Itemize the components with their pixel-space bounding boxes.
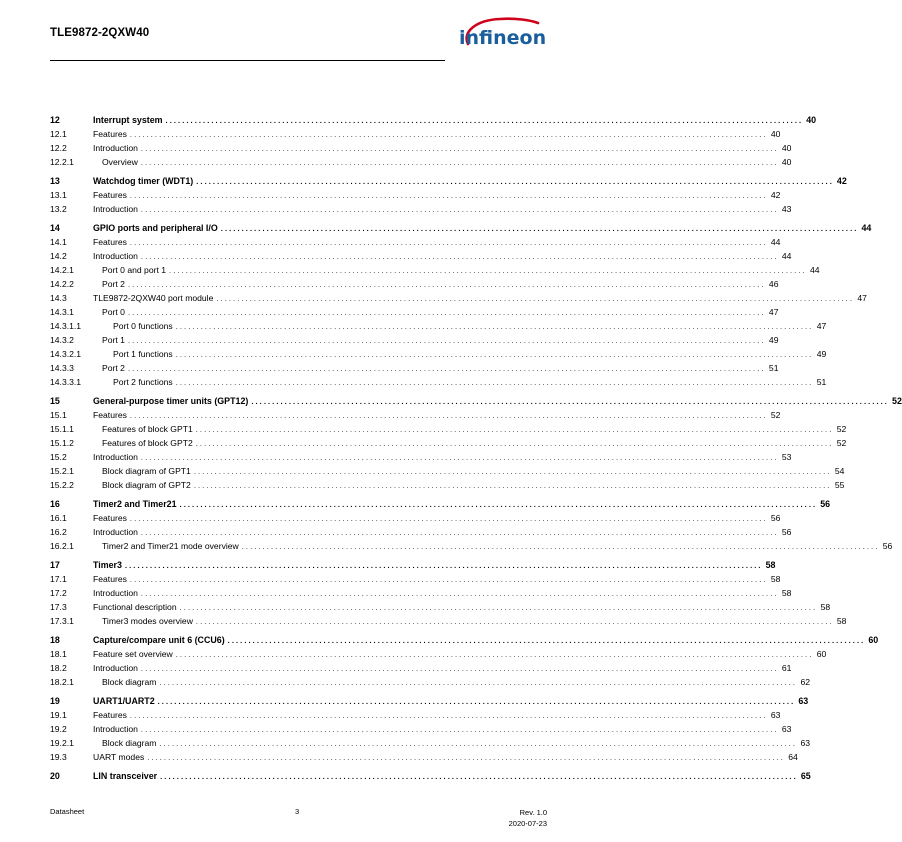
toc-entry-number: 13 — [50, 176, 60, 186]
toc-dot-leader — [141, 203, 777, 217]
toc-dot-leader — [216, 292, 852, 306]
toc-entry-page: 55 — [834, 480, 845, 490]
toc-entry[interactable] — [50, 633, 879, 647]
toc-entry[interactable] — [50, 539, 893, 553]
toc-entry-number: 16.1 — [50, 513, 67, 523]
toc-entry-title: Port 2 — [102, 279, 125, 289]
toc-entry-title: Timer3 modes overview — [102, 616, 193, 626]
toc-entry-body — [50, 525, 792, 540]
toc-entry-page: 60 — [816, 649, 827, 659]
toc-entry-title: Introduction — [93, 588, 138, 598]
toc-entry[interactable] — [50, 188, 781, 202]
toc-entry-title: Features — [93, 190, 127, 200]
toc-entry-body — [50, 202, 792, 217]
toc-entry[interactable] — [50, 305, 779, 319]
toc-entry-body — [50, 113, 817, 128]
toc-dot-leader — [194, 465, 830, 479]
toc-entry-title: Features — [93, 513, 127, 523]
toc-entry-body — [50, 375, 827, 390]
toc-entry-page: 58 — [770, 574, 781, 584]
toc-entry[interactable] — [50, 675, 810, 689]
footer-revision: Rev. 1.0 — [519, 808, 547, 817]
toc-dot-leader — [180, 601, 816, 615]
toc-dot-leader — [196, 615, 832, 629]
toc-entry[interactable] — [50, 319, 827, 333]
toc-entry-title: Introduction — [93, 143, 138, 153]
toc-entry-body — [50, 600, 831, 615]
logo-wordmark: infineon — [459, 27, 547, 49]
toc-entry-body — [50, 155, 792, 170]
toc-entry[interactable] — [50, 422, 847, 436]
toc-entry-page: 54 — [834, 466, 845, 476]
toc-entry-body — [50, 291, 867, 306]
toc-entry[interactable] — [50, 708, 781, 722]
toc-entry-body — [50, 558, 776, 573]
toc-entry-page: 42 — [770, 190, 781, 200]
toc-entry[interactable] — [50, 525, 792, 539]
toc-entry-title: Overview — [102, 157, 138, 167]
toc-entry-number: 15.2 — [50, 452, 67, 462]
toc-entry[interactable] — [50, 221, 872, 235]
toc-entry-title: GPIO ports and peripheral I/O — [93, 223, 218, 233]
toc-entry-body — [50, 586, 792, 601]
toc-dot-leader — [128, 278, 764, 292]
toc-entry[interactable] — [50, 235, 781, 249]
toc-entry-number: 19 — [50, 696, 60, 706]
toc-entry-number: 14.3.2.1 — [50, 349, 82, 359]
toc-entry-number: 14.3.3 — [50, 363, 74, 373]
toc-entry[interactable] — [50, 202, 792, 216]
toc-entry-title: Features of block GPT1 — [102, 424, 193, 434]
toc-entry-body — [50, 221, 872, 236]
toc-entry[interactable] — [50, 750, 798, 764]
toc-entry-title: LIN transceiver — [93, 771, 158, 781]
table-of-contents — [50, 113, 902, 783]
toc-entry-body — [50, 235, 781, 250]
toc-entry-title: Port 1 — [102, 335, 125, 345]
toc-entry-number: 14.3.1.1 — [50, 321, 82, 331]
header-rule — [50, 60, 445, 61]
toc-dot-leader — [130, 573, 766, 587]
toc-entry-number: 16.2.1 — [50, 541, 74, 551]
toc-entry-number: 15.2.2 — [50, 480, 74, 490]
toc-dot-leader — [141, 526, 777, 540]
toc-entry-page: 47 — [768, 307, 779, 317]
toc-entry-page: 63 — [770, 710, 781, 720]
toc-entry[interactable] — [50, 127, 781, 141]
toc-dot-leader — [176, 320, 812, 334]
toc-entry-body — [50, 539, 893, 554]
toc-entry-body — [50, 436, 847, 451]
toc-entry-number: 13.1 — [50, 190, 67, 200]
toc-entry[interactable] — [50, 408, 781, 422]
toc-entry-title: Port 0 and port 1 — [102, 265, 167, 275]
toc-entry-page: 49 — [816, 349, 827, 359]
toc-entry-title: Introduction — [93, 452, 138, 462]
toc-entry[interactable] — [50, 113, 817, 127]
toc-entry-number: 16 — [50, 499, 60, 509]
toc-entry-body — [50, 694, 809, 709]
toc-entry-number: 14.3 — [50, 293, 67, 303]
toc-entry-page: 53 — [781, 452, 792, 462]
toc-entry-page: 61 — [781, 663, 792, 673]
toc-entry-page: 52 — [836, 424, 847, 434]
toc-entry-body — [50, 464, 845, 479]
toc-entry-title: Port 2 functions — [113, 377, 173, 387]
toc-entry-body — [50, 497, 831, 512]
toc-dot-leader — [125, 559, 761, 573]
toc-entry[interactable] — [50, 694, 809, 708]
toc-entry-title: Port 1 functions — [113, 349, 173, 359]
toc-entry-page: 40 — [806, 115, 817, 125]
toc-entry-number: 19.2.1 — [50, 738, 74, 748]
toc-entry-title: Block diagram — [102, 738, 157, 748]
footer-page-number: 3 — [295, 807, 300, 816]
toc-entry[interactable] — [50, 572, 781, 586]
toc-entry-page: 64 — [788, 752, 798, 762]
toc-entry-number: 14.3.1 — [50, 307, 74, 317]
toc-entry-number: 12 — [50, 115, 60, 125]
toc-entry-title: UART modes — [93, 752, 145, 762]
toc-entry[interactable] — [50, 263, 820, 277]
toc-entry-body — [50, 478, 845, 493]
toc-entry-number: 17 — [50, 560, 60, 570]
toc-entry[interactable] — [50, 478, 845, 492]
toc-entry-number: 15.1 — [50, 410, 67, 420]
toc-entry-body — [50, 127, 781, 142]
toc-entry[interactable] — [50, 450, 792, 464]
footer-revision-block — [509, 807, 547, 829]
toc-entry-number: 14.3.3.1 — [50, 377, 82, 387]
toc-entry-title: Block diagram of GPT2 — [102, 480, 191, 490]
toc-entry[interactable] — [50, 347, 827, 361]
toc-entry-page: 49 — [768, 335, 779, 345]
toc-dot-leader — [141, 451, 777, 465]
toc-entry-title: Block diagram — [102, 677, 157, 687]
toc-entry-body — [50, 647, 827, 662]
toc-entry-page: 51 — [768, 363, 779, 373]
toc-dot-leader — [128, 306, 764, 320]
toc-dot-leader — [180, 498, 816, 512]
toc-dot-leader — [194, 479, 830, 493]
toc-entry-title: Timer2 and Timer21 mode overview — [102, 541, 239, 551]
toc-entry[interactable] — [50, 333, 779, 347]
toc-entry[interactable] — [50, 647, 827, 661]
toc-dot-leader — [141, 142, 777, 156]
toc-entry-page: 52 — [836, 438, 847, 448]
toc-entry-number: 18 — [50, 635, 60, 645]
toc-entry[interactable] — [50, 558, 776, 572]
toc-entry-title: Watchdog timer (WDT1) — [93, 176, 194, 186]
toc-entry-page: 65 — [800, 771, 811, 781]
toc-entry-page: 40 — [781, 157, 792, 167]
toc-entry-body — [50, 263, 820, 278]
toc-entry-page: 46 — [768, 279, 779, 289]
toc-entry-title: Features — [93, 574, 127, 584]
toc-entry-page: 56 — [882, 541, 893, 551]
toc-dot-leader — [141, 662, 777, 676]
toc-entry-body — [50, 277, 779, 292]
toc-dot-leader — [130, 128, 766, 142]
toc-dot-leader — [159, 676, 795, 690]
toc-entry-page: 40 — [770, 129, 781, 139]
toc-entry-body — [50, 736, 810, 751]
toc-entry-number: 20 — [50, 771, 60, 781]
toc-entry-body — [50, 450, 792, 465]
toc-entry-number: 14.2.1 — [50, 265, 74, 275]
toc-entry[interactable] — [50, 277, 779, 291]
toc-entry-body — [50, 722, 792, 737]
toc-entry-number: 16.2 — [50, 527, 67, 537]
toc-entry[interactable] — [50, 511, 781, 525]
toc-dot-leader — [128, 334, 764, 348]
toc-entry-number: 15.1.2 — [50, 438, 74, 448]
toc-entry-title: Functional description — [93, 602, 177, 612]
toc-entry-body — [50, 305, 779, 320]
toc-entry[interactable] — [50, 155, 792, 169]
toc-dot-leader — [141, 587, 777, 601]
footer-document-type: Datasheet — [50, 807, 85, 816]
toc-entry-body — [50, 333, 779, 348]
toc-dot-leader — [130, 512, 766, 526]
toc-entry-title: Features — [93, 410, 127, 420]
toc-entry-title: Port 0 — [102, 307, 125, 317]
toc-entry-title: Port 2 — [102, 363, 125, 373]
toc-entry-number: 14.2 — [50, 251, 67, 261]
toc-entry-page: 63 — [798, 696, 809, 706]
toc-entry-page: 56 — [770, 513, 781, 523]
toc-entry-number: 14.3.2 — [50, 335, 74, 345]
toc-entry-body — [50, 141, 792, 156]
document-title: TLE9872-2QXW40 — [50, 27, 150, 39]
toc-entry-title: TLE9872-2QXW40 port module — [93, 293, 214, 303]
toc-entry-title: Interrupt system — [93, 115, 163, 125]
toc-entry-number: 14 — [50, 223, 60, 233]
toc-entry-page: 58 — [781, 588, 792, 598]
toc-entry-body — [50, 408, 781, 423]
toc-entry-page: 44 — [770, 237, 781, 247]
toc-entry-number: 19.2 — [50, 724, 67, 734]
toc-entry[interactable] — [50, 614, 847, 628]
toc-entry-page: 60 — [868, 635, 879, 645]
toc-dot-leader — [159, 737, 795, 751]
toc-entry-number: 17.2 — [50, 588, 67, 598]
toc-entry-title: Features — [93, 237, 127, 247]
toc-entry-page: 58 — [765, 560, 776, 570]
toc-entry-title: Port 0 functions — [113, 321, 173, 331]
toc-entry-title: Capture/compare unit 6 (CCU6) — [93, 635, 225, 645]
toc-entry-body — [50, 750, 798, 765]
toc-entry-page: 43 — [781, 204, 792, 214]
toc-entry-body — [50, 633, 879, 648]
toc-entry-title: Features of block GPT2 — [102, 438, 193, 448]
toc-entry-title: Introduction — [93, 527, 138, 537]
toc-dot-leader — [130, 189, 766, 203]
toc-entry-page: 63 — [800, 738, 810, 748]
toc-entry[interactable] — [50, 141, 792, 155]
toc-entry-body — [50, 394, 902, 409]
toc-dot-leader — [169, 264, 805, 278]
toc-entry[interactable] — [50, 722, 792, 736]
toc-entry-page: 44 — [781, 251, 792, 261]
toc-entry[interactable] — [50, 174, 847, 188]
toc-entry-page: 40 — [781, 143, 792, 153]
toc-dot-leader — [228, 634, 864, 648]
toc-entry-number: 15.1.1 — [50, 424, 74, 434]
toc-dot-leader — [176, 376, 812, 390]
toc-entry[interactable] — [50, 661, 792, 675]
toc-entry-body — [50, 708, 781, 723]
toc-dot-leader — [130, 236, 766, 250]
footer-date: 2020-07-23 — [508, 819, 547, 828]
toc-entry[interactable] — [50, 586, 792, 600]
toc-entry-body — [50, 422, 847, 437]
toc-entry-number: 14.1 — [50, 237, 67, 247]
toc-entry[interactable] — [50, 361, 779, 375]
toc-entry-number: 17.1 — [50, 574, 67, 584]
toc-dot-leader — [128, 362, 764, 376]
toc-dot-leader — [130, 709, 766, 723]
toc-entry-title: Timer3 — [93, 560, 122, 570]
toc-entry-body — [50, 361, 779, 376]
toc-entry-body — [50, 188, 781, 203]
toc-dot-leader — [158, 695, 794, 709]
toc-dot-leader — [196, 437, 832, 451]
toc-entry-page: 47 — [816, 321, 827, 331]
toc-dot-leader — [141, 723, 777, 737]
toc-dot-leader — [166, 114, 802, 128]
toc-entry-body — [50, 614, 847, 629]
toc-entry-title: Introduction — [93, 663, 138, 673]
toc-dot-leader — [130, 409, 766, 423]
toc-entry[interactable] — [50, 394, 902, 408]
toc-dot-leader — [221, 222, 857, 236]
toc-entry-body — [50, 511, 781, 526]
toc-entry-page: 51 — [816, 377, 827, 387]
toc-entry-page: 56 — [820, 499, 831, 509]
toc-entry-title: Feature set overview — [93, 649, 173, 659]
toc-entry-number: 15 — [50, 396, 60, 406]
toc-entry-page: 62 — [800, 677, 810, 687]
toc-entry[interactable] — [50, 464, 845, 478]
toc-dot-leader — [251, 395, 887, 409]
toc-entry-number: 13.2 — [50, 204, 67, 214]
toc-entry-number: 18.2 — [50, 663, 67, 673]
toc-entry[interactable] — [50, 436, 847, 450]
toc-entry-body — [50, 769, 811, 784]
toc-entry-body — [50, 572, 781, 587]
toc-entry[interactable] — [50, 375, 827, 389]
toc-entry-body — [50, 319, 827, 334]
toc-entry-title: Introduction — [93, 724, 138, 734]
toc-entry-page: 56 — [781, 527, 792, 537]
toc-dot-leader — [242, 540, 878, 554]
toc-entry-page: 47 — [857, 293, 867, 303]
toc-entry-page: 58 — [836, 616, 847, 626]
toc-entry-title: Features — [93, 710, 127, 720]
toc-entry-number: 14.2.2 — [50, 279, 74, 289]
toc-dot-leader — [196, 423, 832, 437]
toc-entry-number: 12.2 — [50, 143, 67, 153]
toc-entry-page: 63 — [781, 724, 792, 734]
infineon-logo — [456, 14, 556, 60]
toc-entry-body — [50, 249, 792, 264]
toc-entry-number: 18.2.1 — [50, 677, 74, 687]
toc-entry[interactable] — [50, 769, 811, 783]
toc-entry-title: Features — [93, 129, 127, 139]
toc-entry-page: 52 — [892, 396, 902, 406]
toc-entry-body — [50, 174, 847, 189]
toc-entry-number: 19.1 — [50, 710, 67, 720]
toc-entry-page: 58 — [820, 602, 831, 612]
toc-entry-number: 12.2.1 — [50, 157, 74, 167]
toc-entry-title: General-purpose timer units (GPT12) — [93, 396, 249, 406]
toc-dot-leader — [176, 348, 812, 362]
toc-dot-leader — [141, 250, 777, 264]
toc-entry-title: Timer2 and Timer21 — [93, 499, 177, 509]
toc-entry-title: Introduction — [93, 251, 138, 261]
toc-entry[interactable] — [50, 249, 792, 263]
toc-dot-leader — [141, 156, 777, 170]
toc-entry[interactable] — [50, 291, 867, 305]
toc-entry-number: 19.3 — [50, 752, 67, 762]
toc-entry-title: Introduction — [93, 204, 138, 214]
toc-entry-body — [50, 347, 827, 362]
toc-dot-leader — [160, 770, 796, 784]
toc-entry-number: 15.2.1 — [50, 466, 74, 476]
toc-dot-leader — [176, 648, 812, 662]
toc-dot-leader — [147, 751, 783, 765]
toc-entry[interactable] — [50, 497, 831, 511]
toc-entry-number: 17.3 — [50, 602, 67, 612]
toc-entry-page: 44 — [861, 223, 872, 233]
toc-entry[interactable] — [50, 736, 810, 750]
toc-entry-body — [50, 675, 810, 690]
toc-entry-number: 18.1 — [50, 649, 67, 659]
toc-entry-page: 44 — [810, 265, 820, 275]
toc-entry-page: 42 — [836, 176, 847, 186]
toc-dot-leader — [196, 175, 832, 189]
toc-entry[interactable] — [50, 600, 831, 614]
toc-entry-number: 12.1 — [50, 129, 67, 139]
toc-entry-page: 52 — [770, 410, 781, 420]
toc-entry-number: 17.3.1 — [50, 616, 74, 626]
toc-entry-body — [50, 661, 792, 676]
toc-entry-title: Block diagram of GPT1 — [102, 466, 191, 476]
toc-entry-title: UART1/UART2 — [93, 696, 155, 706]
